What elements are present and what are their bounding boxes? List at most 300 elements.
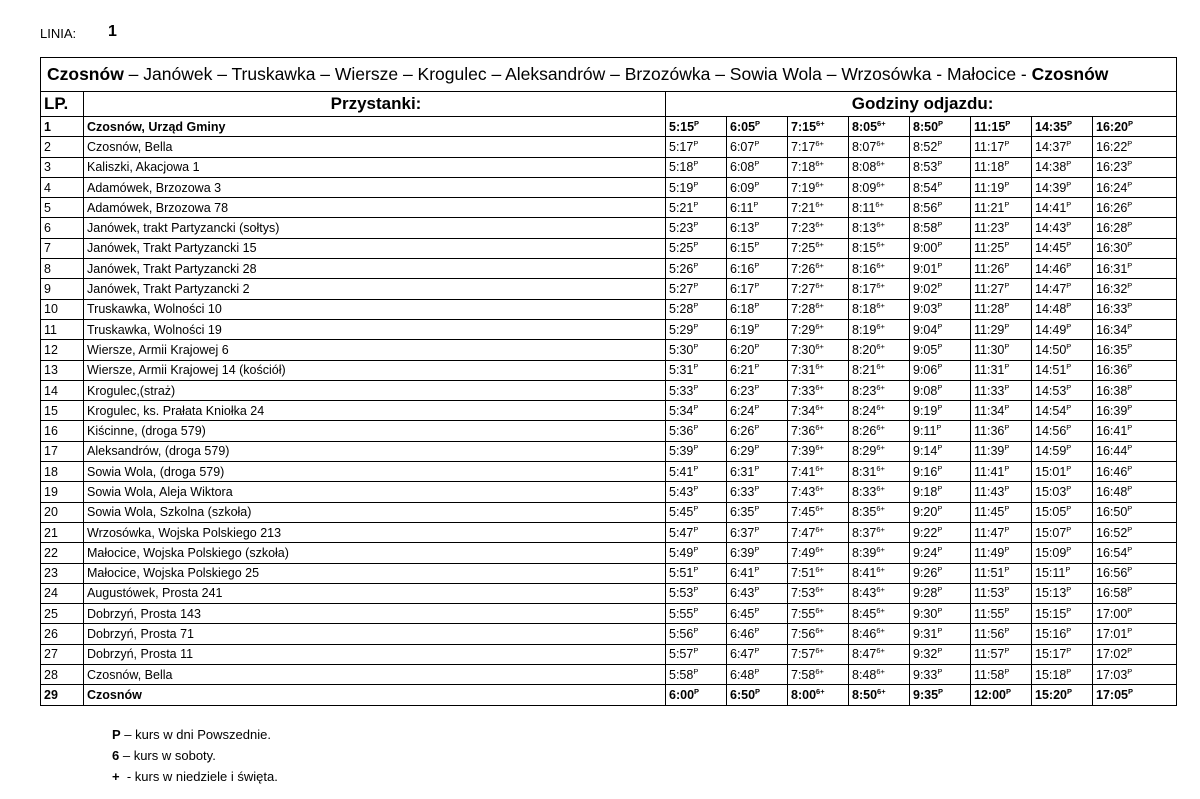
table-row <box>41 543 1177 563</box>
course-mark: P <box>754 402 760 412</box>
course-mark: P <box>755 118 761 128</box>
table-row <box>41 117 1177 137</box>
time-value: 11:17 <box>974 139 1005 154</box>
course-mark: P <box>693 199 699 209</box>
departure-time <box>666 401 727 421</box>
course-mark: 6+ <box>815 544 824 554</box>
departure-time <box>666 157 727 177</box>
course-mark: 6+ <box>876 341 885 351</box>
route-segment: Czosnów <box>47 64 124 84</box>
course-mark: 6+ <box>876 463 885 473</box>
course-mark: P <box>693 402 699 412</box>
course-mark: P <box>753 199 759 209</box>
course-mark: P <box>937 301 943 311</box>
time-value: 8:39 <box>852 545 877 560</box>
line-label-text: LINIA: <box>40 26 77 41</box>
course-mark: P <box>693 220 699 230</box>
course-mark: P <box>693 260 699 270</box>
row-number: 2 <box>41 137 84 157</box>
stop-name: Małocice, Wojska Polskiego (szkoła) <box>84 543 666 563</box>
time-value: 5:39 <box>669 444 694 459</box>
table-row <box>41 259 1177 279</box>
departure-time <box>910 563 971 583</box>
time-value: 14:37 <box>1035 139 1067 154</box>
course-mark: 6+ <box>815 646 824 656</box>
departure-time <box>849 360 910 380</box>
time-value: 9:16 <box>913 464 938 479</box>
course-mark: 6+ <box>815 321 824 331</box>
course-mark: 6+ <box>876 402 885 412</box>
time-value: 8:50 <box>852 687 878 702</box>
time-value: 9:03 <box>913 302 938 317</box>
course-mark: 6+ <box>815 626 824 636</box>
departure-time <box>788 117 849 137</box>
time-value: 6:47 <box>730 647 755 662</box>
course-mark: P <box>1066 138 1072 148</box>
time-value: 5:17 <box>669 139 694 154</box>
departure-time <box>1093 401 1177 421</box>
time-value: 7:43 <box>791 484 816 499</box>
course-mark: P <box>1066 341 1072 351</box>
departure-time <box>910 198 971 218</box>
course-mark: P <box>1004 666 1010 676</box>
time-value: 11:41 <box>974 464 1005 479</box>
time-value: 14:53 <box>1035 383 1067 398</box>
stop-name: Małocice, Wojska Polskiego 25 <box>84 563 666 583</box>
course-mark: P <box>1004 240 1010 250</box>
departure-time <box>1093 502 1177 522</box>
time-value: 6:13 <box>730 221 755 236</box>
time-value: 8:13 <box>852 221 877 236</box>
course-mark: P <box>1004 585 1010 595</box>
course-mark: P <box>693 341 699 351</box>
departure-time <box>971 441 1032 461</box>
departure-time <box>1032 583 1093 603</box>
departure-time <box>1093 117 1177 137</box>
course-mark: P <box>937 321 943 331</box>
time-value: 7:36 <box>791 424 816 439</box>
time-value: 6:31 <box>730 464 755 479</box>
departure-time <box>666 441 727 461</box>
legend-text: – kurs w dni Powszednie. <box>120 727 271 742</box>
course-mark: P <box>754 463 760 473</box>
time-value: 8:17 <box>852 282 877 297</box>
time-value: 16:23 <box>1096 160 1128 175</box>
course-mark: P <box>754 585 760 595</box>
departure-time <box>788 380 849 400</box>
course-mark: 6+ <box>815 565 824 575</box>
time-value: 17:02 <box>1096 647 1128 662</box>
time-value: 5:41 <box>669 464 694 479</box>
time-value: 16:24 <box>1096 180 1128 195</box>
stop-name: Truskawka, Wolności 19 <box>84 319 666 339</box>
departure-time <box>1093 177 1177 197</box>
table-row <box>41 583 1177 603</box>
course-mark: P <box>1066 321 1072 331</box>
departure-time <box>1032 644 1093 664</box>
course-mark: P <box>754 341 760 351</box>
departure-time <box>1093 380 1177 400</box>
departure-time <box>666 644 727 664</box>
departure-time <box>849 522 910 542</box>
course-mark: P <box>1066 179 1072 189</box>
departure-time <box>971 340 1032 360</box>
course-mark: P <box>754 138 760 148</box>
course-mark: P <box>1065 565 1071 575</box>
departure-time <box>1093 624 1177 644</box>
departure-time <box>971 198 1032 218</box>
departure-time <box>849 441 910 461</box>
stop-name: Dobrzyń, Prosta 143 <box>84 604 666 624</box>
departure-time <box>1032 482 1093 502</box>
course-mark: P <box>1004 382 1010 392</box>
course-mark: 6+ <box>815 138 824 148</box>
departure-time <box>727 218 788 238</box>
stop-name: Czosnów, Urząd Gminy <box>84 117 666 137</box>
departure-time <box>666 685 727 705</box>
course-mark: P <box>754 443 760 453</box>
departure-time <box>1032 137 1093 157</box>
departure-time <box>1032 157 1093 177</box>
course-mark: P <box>1004 341 1010 351</box>
time-value: 15:07 <box>1035 525 1067 540</box>
departure-time <box>788 360 849 380</box>
stop-name: Janówek, Trakt Partyzancki 15 <box>84 238 666 258</box>
time-value: 5:49 <box>669 545 694 560</box>
time-value: 16:36 <box>1096 363 1128 378</box>
course-mark: P <box>1004 605 1010 615</box>
departure-time <box>849 644 910 664</box>
departure-time <box>849 259 910 279</box>
time-value: 15:01 <box>1035 464 1067 479</box>
course-mark: P <box>937 382 943 392</box>
departure-time <box>1032 685 1093 705</box>
course-mark: P <box>693 626 699 636</box>
time-value: 8:11 <box>852 200 876 215</box>
time-value: 11:43 <box>974 484 1005 499</box>
time-value: 14:46 <box>1035 261 1067 276</box>
course-mark: P <box>1127 138 1133 148</box>
course-mark: 6+ <box>876 666 885 676</box>
course-mark: P <box>693 159 699 169</box>
course-mark: P <box>754 544 760 554</box>
legend-item <box>112 766 278 787</box>
departure-time <box>971 421 1032 441</box>
time-value: 11:36 <box>974 424 1005 439</box>
course-mark: P <box>1066 504 1072 514</box>
departure-time <box>666 563 727 583</box>
departure-time <box>849 319 910 339</box>
departure-time <box>849 340 910 360</box>
departure-time <box>1093 319 1177 339</box>
time-value: 11:39 <box>974 444 1005 459</box>
course-mark: P <box>1127 260 1133 270</box>
departure-time <box>910 238 971 258</box>
departure-time <box>666 360 727 380</box>
time-value: 5:18 <box>669 160 694 175</box>
table-row <box>41 198 1177 218</box>
time-value: 8:26 <box>852 424 877 439</box>
table-row <box>41 299 1177 319</box>
course-mark: P <box>1127 159 1133 169</box>
time-value: 5:51 <box>669 566 694 581</box>
course-mark: P <box>1066 686 1072 696</box>
time-value: 8:54 <box>913 180 938 195</box>
time-value: 5:30 <box>669 342 694 357</box>
time-value: 5:33 <box>669 383 694 398</box>
departure-time <box>1093 441 1177 461</box>
departure-time <box>788 299 849 319</box>
time-value: 5:27 <box>669 282 694 297</box>
time-value: 9:20 <box>913 505 938 520</box>
course-mark: 6+ <box>815 585 824 595</box>
time-value: 9:00 <box>913 241 938 256</box>
stop-name: Sowia Wola, Szkolna (szkoła) <box>84 502 666 522</box>
course-mark: P <box>1066 301 1072 311</box>
time-value: 5:19 <box>669 180 694 195</box>
time-value: 16:44 <box>1096 444 1128 459</box>
row-number: 15 <box>41 401 84 421</box>
stop-name: Janówek, Trakt Partyzancki 28 <box>84 259 666 279</box>
time-value: 6:21 <box>730 363 755 378</box>
course-mark: 6+ <box>815 524 824 534</box>
line-label <box>40 23 117 41</box>
row-number: 28 <box>41 665 84 685</box>
time-value: 8:46 <box>852 627 877 642</box>
course-mark: P <box>693 483 699 493</box>
time-value: 5:36 <box>669 424 694 439</box>
course-mark: P <box>754 626 760 636</box>
departure-time <box>849 462 910 482</box>
course-mark: P <box>1066 524 1072 534</box>
course-mark: P <box>754 382 760 392</box>
course-mark: 6+ <box>876 281 885 291</box>
departure-time <box>971 380 1032 400</box>
time-value: 5:25 <box>669 241 694 256</box>
time-value: 16:35 <box>1096 342 1128 357</box>
stop-name: Krogulec, ks. Prałata Kniołka 24 <box>84 401 666 421</box>
time-value: 7:58 <box>791 667 816 682</box>
course-mark: P <box>937 544 943 554</box>
departure-time <box>849 198 910 218</box>
departure-time <box>788 685 849 705</box>
departure-time <box>910 319 971 339</box>
time-value: 16:46 <box>1096 464 1128 479</box>
course-mark: P <box>754 220 760 230</box>
row-number: 22 <box>41 543 84 563</box>
time-value: 16:31 <box>1096 261 1128 276</box>
departure-time <box>788 462 849 482</box>
course-mark: P <box>1004 402 1010 412</box>
time-value: 14:39 <box>1035 180 1067 195</box>
departure-time <box>788 238 849 258</box>
course-mark: P <box>693 666 699 676</box>
course-mark: P <box>1004 544 1010 554</box>
departure-time <box>910 665 971 685</box>
stop-name: Czosnów <box>84 685 666 705</box>
time-value: 11:57 <box>974 647 1005 662</box>
departure-time <box>1093 685 1177 705</box>
table-row <box>41 238 1177 258</box>
course-mark: P <box>1127 626 1133 636</box>
course-mark: P <box>937 666 943 676</box>
departure-time <box>1032 563 1093 583</box>
course-mark: P <box>937 504 943 514</box>
time-value: 6:35 <box>730 505 755 520</box>
time-value: 11:30 <box>974 342 1005 357</box>
course-mark: 6+ <box>876 483 885 493</box>
time-value: 6:20 <box>730 342 755 357</box>
departure-time <box>666 502 727 522</box>
stop-name: Wrzosówka, Wojska Polskiego 213 <box>84 522 666 542</box>
row-number: 27 <box>41 644 84 664</box>
time-value: 7:30 <box>791 342 816 357</box>
departure-time <box>1093 360 1177 380</box>
time-value: 16:58 <box>1096 586 1128 601</box>
departure-time <box>910 259 971 279</box>
time-value: 16:56 <box>1096 566 1128 581</box>
time-value: 9:28 <box>913 586 938 601</box>
course-mark: P <box>754 260 760 270</box>
departure-time <box>910 401 971 421</box>
course-mark: 6+ <box>876 362 885 372</box>
departure-time <box>849 380 910 400</box>
time-value: 15:20 <box>1035 687 1067 702</box>
table-row <box>41 218 1177 238</box>
time-value: 6:37 <box>730 525 755 540</box>
departure-time <box>971 665 1032 685</box>
departure-time <box>849 117 910 137</box>
course-mark: P <box>1004 281 1010 291</box>
time-value: 14:41 <box>1035 200 1067 215</box>
stop-name: Dobrzyń, Prosta 11 <box>84 644 666 664</box>
time-value: 8:53 <box>913 160 938 175</box>
row-number: 14 <box>41 380 84 400</box>
time-value: 8:19 <box>852 322 877 337</box>
departure-time <box>788 401 849 421</box>
course-mark: P <box>1066 199 1072 209</box>
course-mark: P <box>1127 118 1133 128</box>
stop-name: Janówek, Trakt Partyzancki 2 <box>84 279 666 299</box>
course-mark: P <box>1127 402 1133 412</box>
departure-time <box>849 177 910 197</box>
course-mark: P <box>1066 605 1072 615</box>
time-value: 11:15 <box>974 119 1006 134</box>
table-row <box>41 482 1177 502</box>
time-value: 16:32 <box>1096 282 1128 297</box>
time-value: 8:52 <box>913 139 938 154</box>
time-value: 8:48 <box>852 667 877 682</box>
course-mark: P <box>1127 544 1133 554</box>
course-mark: P <box>1004 301 1010 311</box>
departure-time <box>1032 279 1093 299</box>
time-value: 6:26 <box>730 424 755 439</box>
time-value: 8:58 <box>913 221 938 236</box>
departure-time <box>727 644 788 664</box>
course-mark: P <box>1004 443 1010 453</box>
time-value: 8:37 <box>852 525 877 540</box>
course-mark: 6+ <box>815 382 824 392</box>
course-mark: 6+ <box>815 240 824 250</box>
departure-time <box>727 299 788 319</box>
course-mark: P <box>1127 220 1133 230</box>
course-mark: 6+ <box>876 240 885 250</box>
course-mark: P <box>1066 646 1072 656</box>
departure-time <box>1093 218 1177 238</box>
departure-time <box>727 157 788 177</box>
time-value: 11:26 <box>974 261 1005 276</box>
course-mark: P <box>1066 220 1072 230</box>
departure-time <box>1032 340 1093 360</box>
course-mark: P <box>1004 220 1010 230</box>
time-value: 7:29 <box>791 322 816 337</box>
departure-time <box>1093 279 1177 299</box>
departure-time <box>910 441 971 461</box>
departure-time <box>727 319 788 339</box>
time-value: 6:43 <box>730 586 755 601</box>
time-value: 9:32 <box>913 647 938 662</box>
departure-time <box>971 482 1032 502</box>
departure-time <box>910 685 971 705</box>
time-value: 7:27 <box>791 282 816 297</box>
departure-time <box>727 198 788 218</box>
departure-time <box>788 604 849 624</box>
time-value: 5:31 <box>669 363 694 378</box>
departure-time <box>666 137 727 157</box>
course-mark: P <box>754 524 760 534</box>
departure-time <box>788 522 849 542</box>
course-mark: P <box>1004 199 1010 209</box>
course-mark: P <box>1004 260 1010 270</box>
table-row <box>41 380 1177 400</box>
course-mark: P <box>1127 463 1133 473</box>
time-value: 8:23 <box>852 383 877 398</box>
course-mark: 6+ <box>876 605 885 615</box>
departure-time <box>1093 563 1177 583</box>
course-mark: 6+ <box>816 686 825 696</box>
departure-time <box>788 259 849 279</box>
time-value: 6:39 <box>730 545 755 560</box>
route-segment: – Janówek – Truskawka – Wiersze – Krogulec – Aleksandrów – Brzozówka – Sowia Wola – Wrzosówka - Małocice - <box>123 64 1032 84</box>
legend-symbol: P <box>112 727 121 742</box>
time-value: 5:43 <box>669 484 694 499</box>
row-number: 13 <box>41 360 84 380</box>
course-mark: P <box>937 646 943 656</box>
departure-time <box>1093 522 1177 542</box>
time-value: 7:57 <box>791 647 816 662</box>
time-value: 11:28 <box>974 302 1005 317</box>
departure-time <box>666 665 727 685</box>
departure-time <box>1032 543 1093 563</box>
departure-time <box>788 441 849 461</box>
course-mark: 6+ <box>815 199 824 209</box>
departure-time <box>849 624 910 644</box>
course-mark: P <box>754 321 760 331</box>
time-value: 16:50 <box>1096 505 1128 520</box>
time-value: 17:03 <box>1096 667 1128 682</box>
departure-time <box>727 563 788 583</box>
course-mark: P <box>1127 321 1133 331</box>
departure-time <box>1032 319 1093 339</box>
time-value: 5:15 <box>669 119 695 134</box>
course-mark: P <box>693 138 699 148</box>
row-number: 4 <box>41 177 84 197</box>
departure-time <box>971 360 1032 380</box>
course-mark: P <box>937 443 943 453</box>
departure-time <box>1093 644 1177 664</box>
time-value: 14:45 <box>1035 241 1067 256</box>
time-value: 15:17 <box>1035 647 1067 662</box>
